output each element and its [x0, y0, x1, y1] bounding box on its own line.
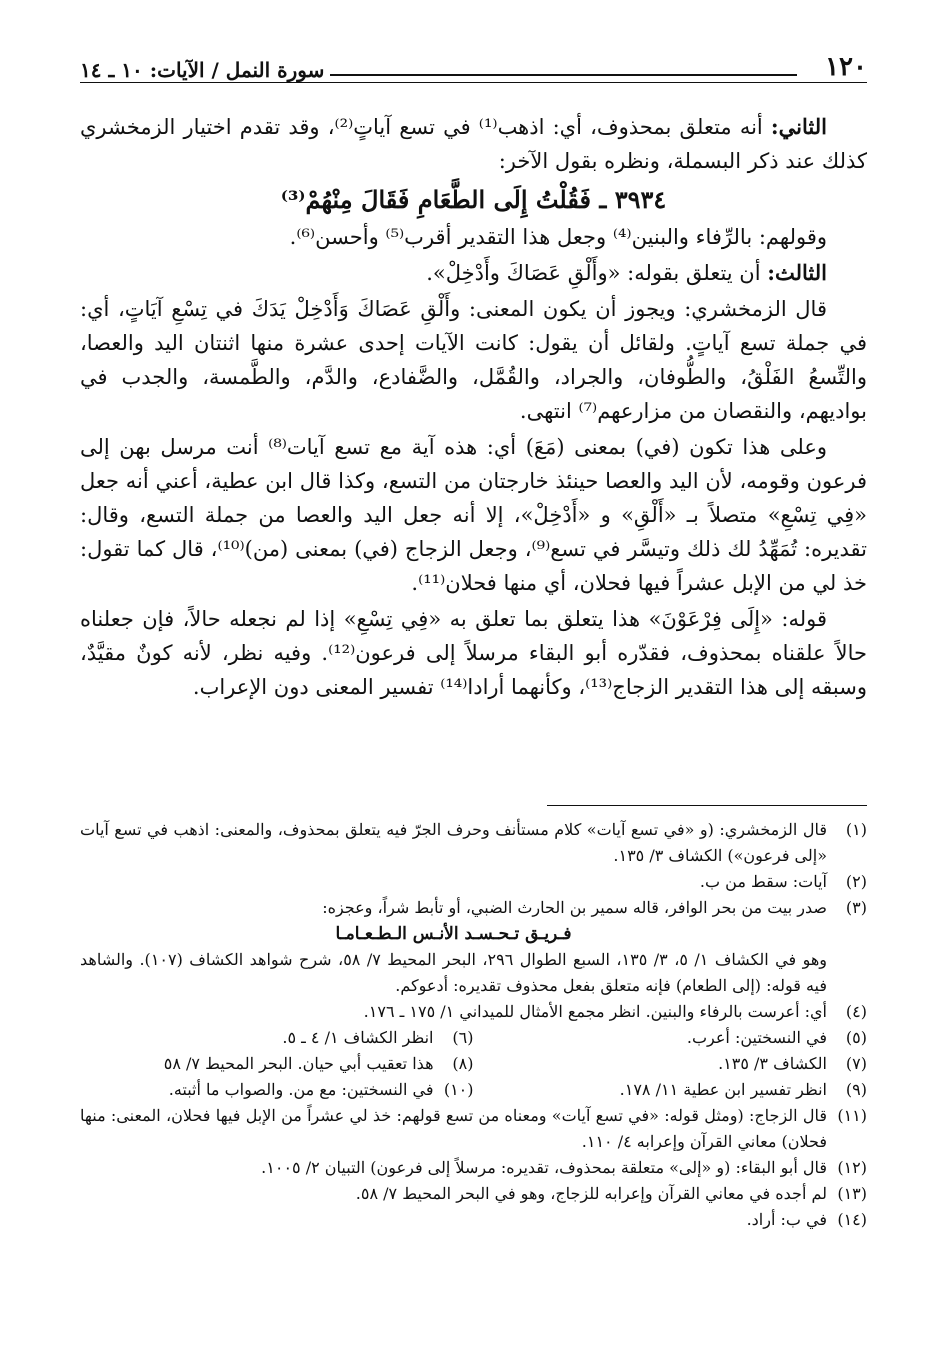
footnote-number: (١٣)	[837, 1184, 867, 1203]
footnote-text: أي: أعرست بالرفاء والبنين. انظر مجمع الأمثال للميداني ١/ ١٧٥ ـ ١٧٦.	[363, 1002, 827, 1021]
footnote-number: (١٠)	[443, 1080, 474, 1099]
footnote-text: الكشاف ٣/ ١٣٥.	[718, 1054, 827, 1073]
footnote	[80, 1051, 474, 1077]
footnote-number: (٢)	[845, 872, 867, 891]
paragraph-text: أن يتعلق بقوله: «وأَلْقِ عَصَاكَ وأَدْخِلْ».	[426, 261, 768, 285]
footnotes	[80, 817, 867, 1233]
paragraph-lead: الثاني:	[770, 114, 827, 139]
poetry-verse-3934: ٣٩٣٤ ـ فَقُلْتُ إِلَى الطَّعَامِ فَقَالَ مِنْهُمْ⁽³⁾	[280, 185, 667, 214]
paragraph-their-saying: وقولهم: بالرِّفاء والبنين⁽⁴⁾ وجعل هذا التقدير أقرب⁽⁵⁾ وأحسن⁽⁶⁾.	[289, 225, 827, 249]
footnote-number: (٣)	[845, 898, 867, 917]
footnote-text: هذا تعقيب أبي حيان. البحر المحيط ٧/ ٥٨	[163, 1054, 434, 1073]
footnote-number: (٦)	[452, 1028, 474, 1047]
running-title: سورة النمل / الآيات: ١٠ ـ ١٤	[80, 58, 325, 82]
page-header	[80, 52, 867, 86]
footnote-row	[80, 1077, 867, 1103]
footnote-row	[80, 1025, 867, 1051]
footnote-continuation: وهو في الكشاف ١/ ٥، ٣/ ١٣٥، السبع الطوال ٢٩٦، البحر المحيط ٧/ ٥٨، شرح شواهد الكشاف (١٠٧). والشاهد فيه قوله: (إلى الطعام) فإنه متعلق بفعل محذوف تقديره: أدعوكم.	[80, 950, 828, 995]
footnote	[80, 999, 867, 1025]
footnote	[80, 1077, 474, 1103]
footnote-row	[80, 1051, 867, 1077]
page-number: ١٢٠	[825, 52, 867, 82]
footnote-text: في النسختين: مع من. والصواب ما أثبته.	[168, 1080, 434, 1099]
paragraph-text: أنه متعلق بمحذوف، أي: اذهب⁽¹⁾ في تسع آياتٍ⁽²⁾، وقد تقدم اختيار الزمخشري كذلك عند ذكر البسملة، ونظره بقول الآخر:	[80, 115, 867, 173]
footnote-text	[80, 895, 827, 999]
footnote-number: (٨)	[452, 1054, 474, 1073]
paragraph-ila-firawn: قوله: «إِلَى فِرْعَوْنَ» هذا يتعلق بما تعلق به «فِي تِسْعِ» إذا لم نجعله حالاً، فإن جعلناه حالاً علقناه بمحذوف، فقدّره أبو البقاء مرسلاً إلى فرعون⁽¹²⁾. وفيه نظر، لأنه كونٌ مقيَّدٌ، وسبقه إلى هذا التقدير الزجاج⁽¹³⁾، وكأنهما أرادا⁽¹⁴⁾ تفسير المعنى دون الإعراب.	[80, 607, 867, 699]
footnote	[80, 1103, 867, 1155]
footnote-number: (١٤)	[837, 1210, 867, 1229]
footnote-separator	[547, 805, 867, 806]
footnote-text: آيات: سقط من ب.	[699, 872, 827, 891]
footnote-text: قال الزمخشري: (و «في تسع آيات» كلام مستأنف وحرف الجرّ فيه يتعلق بمحذوف، والمعنى: اذهب في تسع آيات «إلى فرعون») الكشاف ٣/ ١٣٥.	[80, 820, 828, 865]
footnote	[80, 1207, 867, 1233]
footnote-number: (٧)	[845, 1054, 867, 1073]
footnote	[474, 1025, 868, 1051]
footnote	[80, 1155, 867, 1181]
footnote-number: (٩)	[845, 1080, 867, 1099]
footnote	[80, 1181, 867, 1207]
footnote-text: انظر تفسير ابن عطية ١١/ ١٧٨.	[619, 1080, 827, 1099]
footnote	[80, 1025, 474, 1051]
footnote	[474, 1051, 868, 1077]
main-text	[80, 110, 867, 706]
footnote-text: قال أبو البقاء: (و «إلى» متعلقة بمحذوف، تقديره: مرسلاً إلى فرعون) التبيان ٢/ ١٠٠٥.	[261, 1158, 827, 1177]
footnote-body: صدر بيت من بحر الوافر، قاله سمير بن الحارث الضبي، أو تأبط شراً، وعجزه:	[322, 898, 827, 917]
footnote-number: (١٢)	[837, 1158, 867, 1177]
footnote	[474, 1077, 868, 1103]
footnote-number: (١)	[845, 820, 867, 839]
footnote-text: قال الزجاج: (ومثل قوله: «في تسع آيات» ومعناه من تسع قولهم: خذ لي عشراً من الإبل فيها فحلان، المعنى: منها فحلان) معاني القرآن وإعرابه ٤/ ١١٠.	[80, 1106, 827, 1151]
footnote-verse: فـريـق تـحـسـد الأنـس الـطـعـامـا	[335, 924, 572, 944]
footnote-text: لم أجده في معاني القرآن وإعرابه للزجاج، وهو في البحر المحيط ٧/ ٥٨.	[355, 1184, 827, 1203]
paragraph-third-view	[80, 256, 867, 290]
footnote-number: (٥)	[845, 1028, 867, 1047]
footnote-number: (١١)	[837, 1106, 867, 1125]
header-underline	[80, 82, 867, 83]
paragraph-second-view	[80, 110, 867, 178]
footnote-text: في النسختين: أعرب.	[686, 1028, 827, 1047]
footnote-text: في ب: أراد.	[746, 1210, 827, 1229]
footnote	[80, 869, 867, 895]
paragraph-zamakhshari: قال الزمخشري: ويجوز أن يكون المعنى: وأَلْقِ عَصَاكَ وَأَدْخِلْ يَدَكَ في تِسْعِ آيَاتٍ، أي: في جملة تسع آياتٍ. ولقائل أن يقول: كانت الآيات إحدى عشرة منها اثنتان اليد والعصا، والتِّسعُ الفَلْقُ، والطُّوفان، والجراد، والقُمَّل، والضَّفادع، والدَّم، والطَّمسة، والجدب في بواديهم، والنقصان من مزارعهم⁽⁷⁾ انتهى.	[80, 297, 867, 423]
header-rule	[330, 74, 797, 76]
footnote	[80, 817, 867, 869]
footnote-number: (٤)	[845, 1002, 867, 1021]
paragraph-lead: الثالث:	[767, 260, 827, 285]
footnote	[80, 895, 867, 999]
paragraph-fi-meaning-maa: وعلى هذا تكون (في) بمعنى (مَعَ) أي: هذه آية مع تسع آيات⁽⁸⁾ أنت مرسل بهن إلى فرعون وقومه، لأن اليد والعصا حينئذ خارجتان من التسع، وكذا قال ابن عطية، أعني أنه جعل «فِي تِسْعِ» متصلاً بـ «أَلْقِ» و «أَدْخِلْ»، إلا أنه جعل اليد والعصا من جملة التسع، وقال: تقديره: تُمَهِّدُ لك ذلك وتيسَّر في تسع⁽⁹⁾، وجعل الزجاج (في) بمعنى (من)⁽¹⁰⁾، قال كما تقول: خذ لي من الإبل عشراً فيها فحلان، أي منها فحلان⁽¹¹⁾.	[80, 435, 868, 595]
footnote-text: انظر الكشاف ١/ ٤ ـ ٥.	[282, 1028, 434, 1047]
